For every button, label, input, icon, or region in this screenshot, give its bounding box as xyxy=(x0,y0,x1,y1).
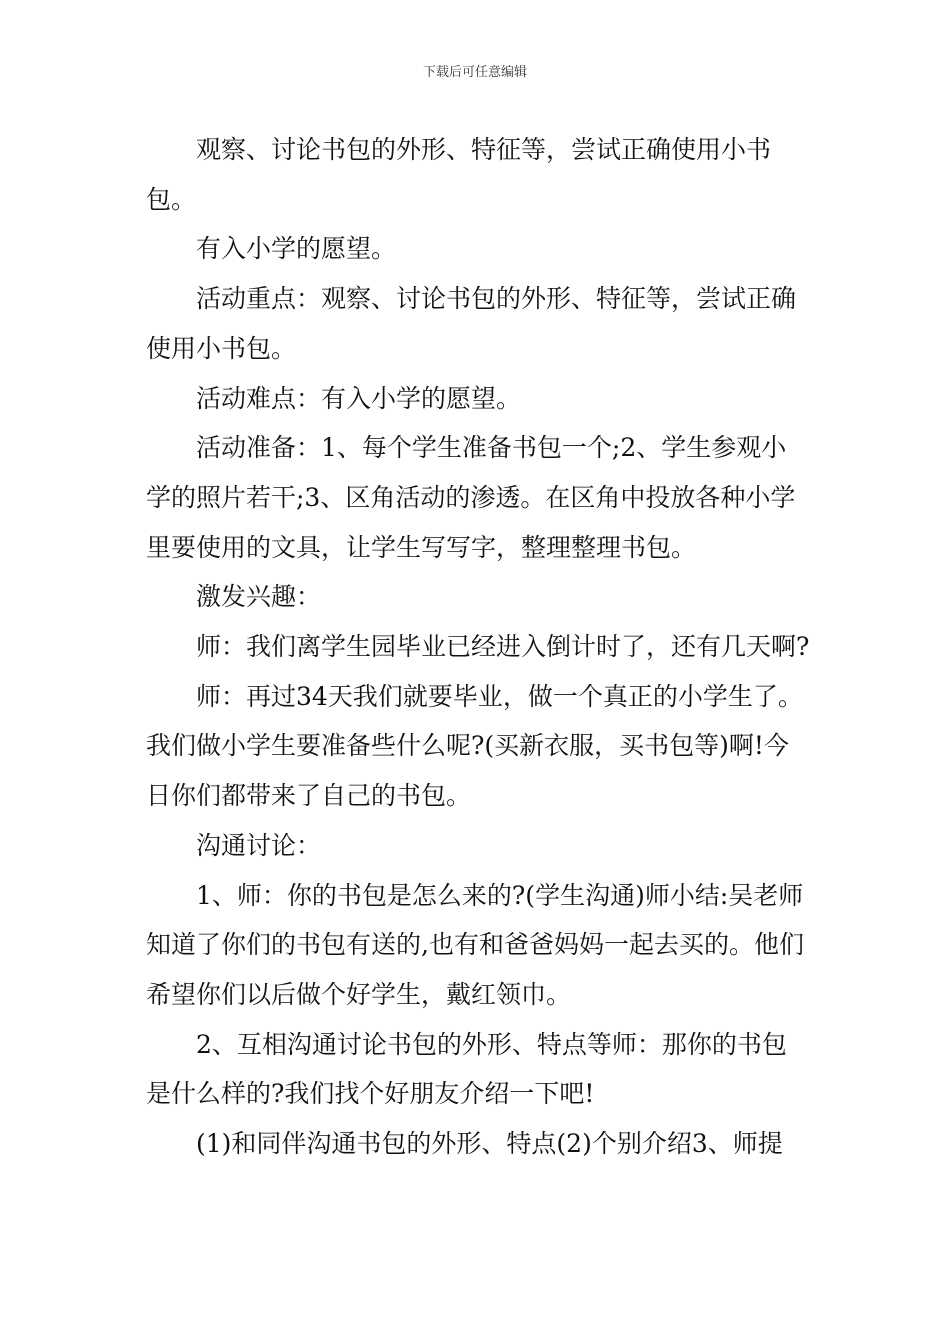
paragraph-discussion-2: 2、互相沟通讨论书包的外形、特点等师：那你的书包是什么样的?我们找个好朋友介绍一下吧! xyxy=(146,1029,787,1109)
paragraph-wish: 有入小学的愿望。 xyxy=(196,234,397,264)
paragraph-key-point: 活动重点：观察、讨论书包的外形、特征等，尝试正确使用小书包。 xyxy=(146,284,797,363)
paragraph-discussion-3: (1)和同伴沟通书包的外形、特点(2)个别介绍3、师提 xyxy=(196,1129,783,1159)
section-heading-discussion: 沟通讨论： xyxy=(196,830,322,860)
page-header: 下载后可任意编辑 xyxy=(422,65,527,80)
document-body xyxy=(146,125,811,1169)
paragraph-discussion-1: 1、师：你的书包是怎么来的?(学生沟通)师小结:吴老师知道了你们的书包有送的,也有和爸爸妈妈一起去买的。他们希望你们以后做个好学生，戴红领巾。 xyxy=(146,880,804,1009)
paragraph-teacher-2: 师：再过34天我们就要毕业，做一个真正的小学生了。我们做小学生要准备些什么呢?(买新衣服，买书包等)啊!今日你们都带来了自己的书包。 xyxy=(146,681,803,811)
section-heading-interest: 激发兴趣： xyxy=(196,582,322,612)
paragraph-objective: 观察、讨论书包的外形、特征等，尝试正确使用小书包。 xyxy=(146,135,772,214)
paragraph-difficulty: 活动难点：有入小学的愿望。 xyxy=(196,383,522,413)
paragraph-preparation: 活动准备：1、每个学生准备书包一个;2、学生参观小学的照片若干;3、区角活动的渗透。在区角中投放各种小学里要使用的文具，让学生写写字，整理整理书包。 xyxy=(146,433,796,562)
paragraph-teacher-1: 师：我们离学生园毕业已经进入倒计时了，还有几天啊? xyxy=(196,632,810,662)
